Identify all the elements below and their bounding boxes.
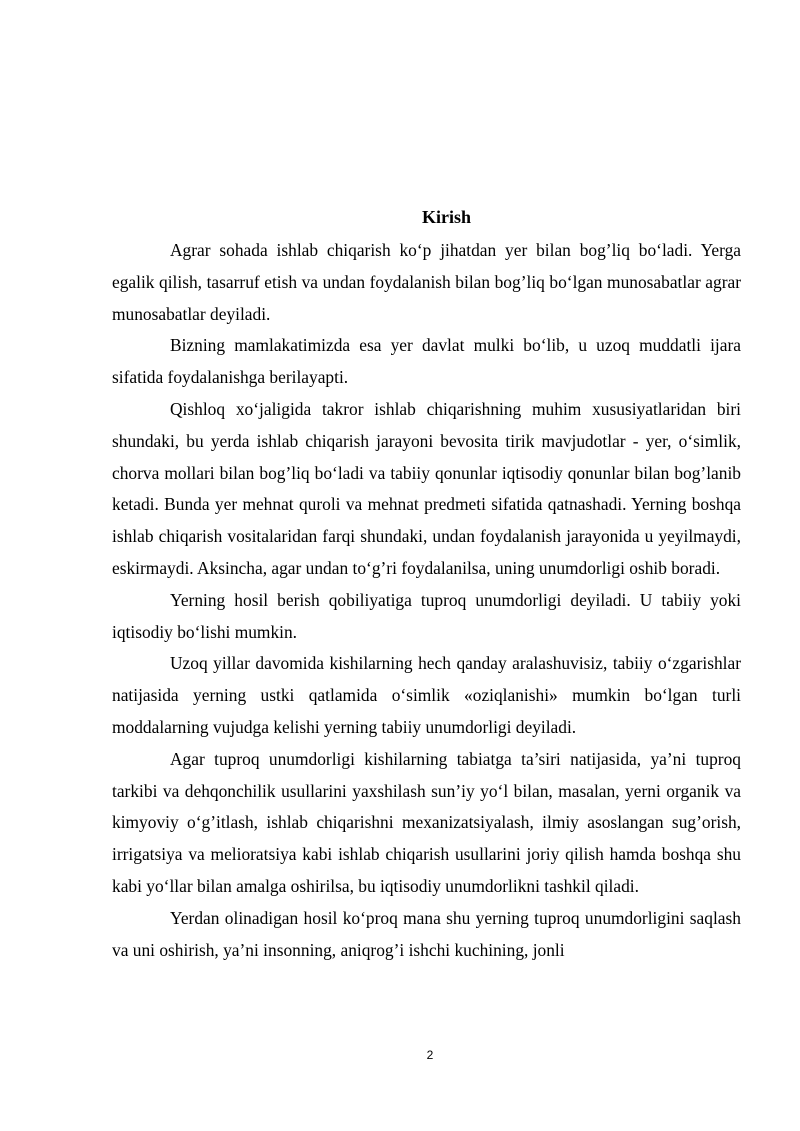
paragraph-2: Bizning mamlakatimizda esa yer davlat mulki bo‘lib, u uzoq muddatli ijara sifatida foydalanishga berilayapti.	[112, 335, 741, 388]
page-number: 2	[426, 1048, 434, 1062]
paragraph-1: Agrar sohada ishlab chiqarish ko‘p jihatdan yer bilan bog’liq bo‘ladi. Yerga egalik qilish, tasarruf etish va undan foydalanish bilan bog’liq bo‘lgan munosabatlar agrar munosabatlar deyiladi.	[112, 240, 741, 324]
body-text	[112, 235, 741, 966]
section-title: Kirish	[421, 207, 471, 227]
paragraph-4: Yerning hosil berish qobiliyatiga tuproq unumdorligi deyiladi. U tabiiy yoki iqtisodiy bo‘lishi mumkin.	[112, 589, 741, 642]
paragraph-3: Qishloq xo‘jaligida takror ishlab chiqarishning muhim xususiyatlaridan biri shundaki, bu yerda ishlab chiqarish jarayoni bevosita tirik mavjudotlar - yer, o‘simlik, chorva mollari bilan bog’liq bo‘ladi va tabiiy qonunlar iqtisodiy qonunlar bilan bog’lanib ketadi. Bunda yer mehnat quroli va mehnat predmeti sifatida qatnashadi. Yerning boshqa ishlab chiqarish vositalaridan farqi shundaki, undan foydalanish jarayonida u yeyilmaydi, eskirmaydi. Aksincha, agar undan to‘g’ri foydalanilsa, uning unumdorligi oshib boradi.	[112, 398, 741, 578]
paragraph-6: Agar tuproq unumdorligi kishilarning tabiatga ta’siri natijasida, ya’ni tuproq tarkibi va dehqonchilik usullarini yaxshilash sun’iy yo‘l bilan, masalan, yerni organik va kimyoviy o‘g’itlash, ishlab chiqarishni mexanizatsiyalash, ilmiy asoslangan sug’orish, irrigatsiya va melioratsiya kabi ishlab chiqarish usullarini joriy qilish hamda boshqa shu kabi yo‘llar bilan amalga oshirilsa, bu iqtisodiy unumdorlikni tashkil qiladi.	[112, 748, 741, 896]
paragraph-5: Uzoq yillar davomida kishilarning hech qanday aralashuvisiz, tabiiy o‘zgarishlar natijasida yerning ustki qatlamida o‘simlik «oziqlanishi» mumkin bo‘lgan turli moddalarning vujudga kelishi yerning tabiiy unumdorligi deyiladi.	[112, 653, 741, 737]
paragraph-7: Yerdan olinadigan hosil ko‘proq mana shu yerning tuproq unumdorligini saqlash va uni oshirish, ya’ni insonning, aniqrog’i ishchi kuchining, jonli	[112, 907, 741, 960]
